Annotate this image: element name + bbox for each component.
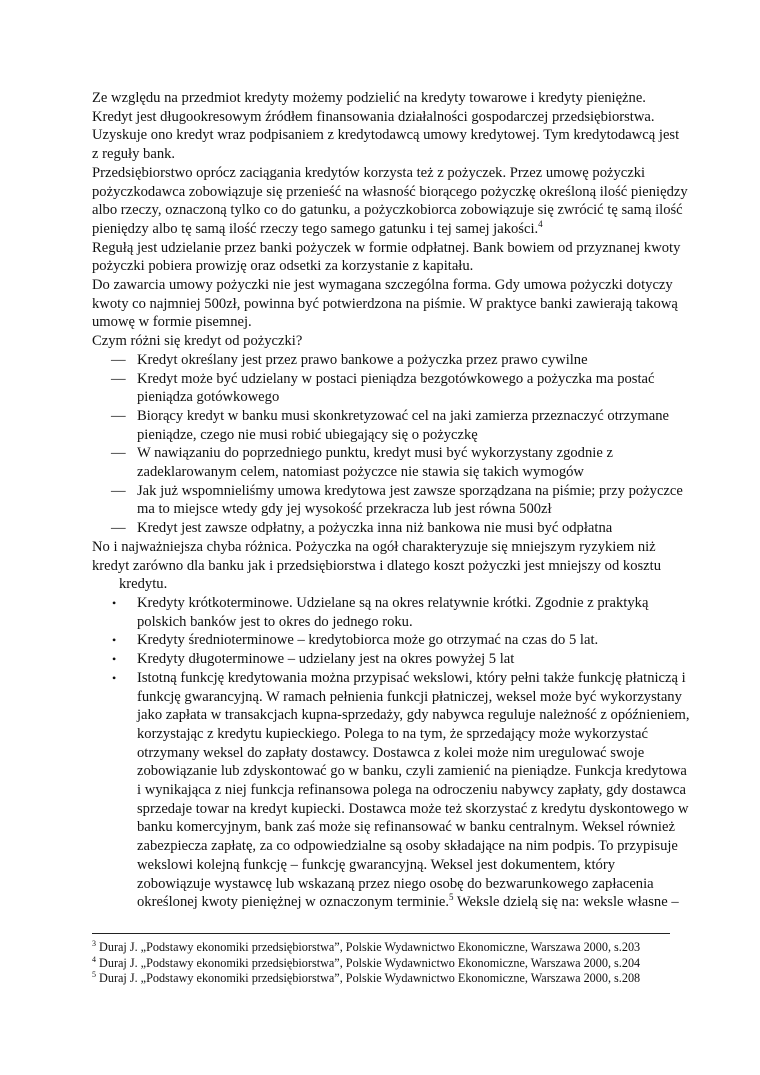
list-item (92, 594, 672, 631)
footnote (92, 956, 692, 972)
paragraph-conclusion (92, 538, 672, 594)
text-line: zadeklarowanym celem, natomiast pożyczce nie stawia się takich wymogów (137, 464, 584, 481)
list-item (92, 650, 672, 669)
text-line: otrzymany weksel do zapłaty dostawcy. Dostawca z kolei może nim uregulować swoje (137, 744, 645, 761)
footnote-separator (92, 933, 670, 934)
list-item (92, 444, 672, 481)
paragraph-loan-definition (92, 164, 688, 239)
text-span: pieniędzy albo tę samą ilość rzeczy tego samego gatunku i tej samej jakości. (92, 220, 539, 237)
text-line: Jak już wspomnieliśmy umowa kredytowa jest zawsze sporządzana na piśmie; przy pożyczce (137, 482, 683, 499)
text-line: Do zawarcia umowy pożyczki nie jest wymagana szczególna forma. Gdy umowa pożyczki dotyczy (92, 277, 673, 294)
text-line: wekslowi kolejną funkcję – funkcję gwarancyjną. Weksel jest dokumentem, który (137, 856, 615, 873)
text-line: banku komercyjnym, bank zaś może się refinansować w banku centralnym. Weksel również (137, 819, 675, 836)
text-line: zobowiązuje wystawcę lub wskazaną przez niego osobę do bezwarunkowego zapłacenia (137, 875, 654, 892)
list-item (92, 407, 672, 444)
footnote-number: 3 (92, 938, 96, 948)
dash-marker: — (111, 482, 126, 499)
text-line: Kredyt jest długookresowym źródłem finansowania działalności gospodarczej przedsiębiorstwa. (92, 108, 655, 125)
text-line: kredytu. (119, 576, 168, 593)
text-line: korzystając z kredytu kupieckiego. Polega to na tym, że sprzedający może wykorzystać (137, 725, 648, 742)
footnotes (92, 940, 692, 987)
body-text (92, 89, 690, 912)
footnote-number: 5 (92, 969, 96, 979)
text-line: Kredyt określany jest przez prawo bankowe a pożyczka przez prawo cywilne (137, 351, 588, 368)
text-line (137, 892, 679, 912)
text-line: kwoty co najmniej 500zł, powinna być potwierdzona na piśmie. W praktyce banki zawierają takową (92, 295, 678, 312)
text-line: Istotną funkcję kredytowania można przypisać wekslowi, który pełni także funkcję płatniczą i (137, 669, 686, 686)
footnote-text: Duraj J. „Podstawy ekonomiki przedsiębiorstwa”, Polskie Wydawnictwo Ekonomiczne, Warszawa 2000, s.208 (96, 971, 641, 985)
dash-marker: — (111, 407, 126, 424)
bullet-marker: • (112, 670, 117, 685)
text-line: funkcję gwarancyjną. W ramach pełnienia funkcji płatniczej, weksel może być wykorzystany (137, 688, 682, 705)
text-span: Weksle dzielą się na: weksle własne – (453, 894, 679, 911)
text-line: zobowiązanie lub zdyskontować go w banku, czyli zamienić na pieniądze. Funkcja kredytowa (137, 763, 687, 780)
list-item (92, 370, 672, 407)
credit-types-list (92, 594, 690, 912)
text-line: pieniądza gotówkowego (137, 389, 280, 406)
text-line: Kredyty krótkoterminowe. Udzielane są na okres relatywnie krótki. Zgodnie z praktyką (137, 594, 649, 611)
text-line: Biorący kredyt w banku musi skonkretyzować cel na jaki zamierza przeznaczyć otrzymane (137, 407, 670, 424)
text-line: z reguły bank. (92, 146, 176, 163)
text-line (92, 220, 672, 239)
bullet-marker: • (112, 652, 117, 667)
list-item-weksel (92, 669, 690, 912)
footnote (92, 940, 692, 956)
text-line: pożyczki pobiera prowizję oraz odsetki za korzystanie z kapitału. (92, 258, 474, 275)
dash-marker: — (111, 370, 126, 387)
text-line: sprzedaje towar na kredyt kupiecki. Dostawca może też skorzystać z kredytu dyskontowego w (137, 800, 689, 817)
paragraph-loan-fees (92, 239, 681, 276)
text-line: jako zapłata w transakcjach kupna-sprzedaży, gdy nabywca reguluje należność z opóźnieniem, (137, 707, 690, 724)
text-line: W nawiązaniu do poprzedniego punktu, kredyt musi być wykorzystany zgodnie z (137, 445, 613, 462)
text-line: umowę w formie pisemnej. (92, 314, 252, 331)
text-line: albo rzeczy, oznaczoną tylko co do gatunku, a pożyczkobiorca zobowiązuje się zwrócić tę samą ilość (92, 202, 683, 219)
text-line: Kredyty długoterminowe – udzielany jest na okres powyżej 5 lat (137, 651, 515, 668)
list-item (92, 519, 672, 538)
text-line: Kredyt jest zawsze odpłatny, a pożyczka inna niż bankowa nie musi być odpłatna (137, 520, 613, 537)
text-line: kredyt zarówno dla banku jak i przedsiębiorstwa i dlatego koszt pożyczki jest mniejszy od kosztu (92, 557, 661, 574)
paragraph-credit-intro (92, 89, 680, 164)
text-line: pożyczkodawca zobowiązuje się przenieść na własność biorącego pożyczkę określoną ilość pieniędzy (92, 183, 688, 200)
text-line: polskich banków jest to okres do jednego roku. (137, 613, 413, 630)
text-line: Kredyty średnioterminowe – kredytobiorca może go otrzymać na czas do 5 lat. (137, 632, 599, 649)
text-line: Kredyt może być udzielany w postaci pieniądza bezgotówkowego a pożyczka ma postać (137, 370, 655, 387)
dash-marker: — (111, 520, 126, 537)
text-line: Uzyskuje ono kredyt wraz podpisaniem z kredytodawcą umowy kredytowej. Tym kredytodawcą jest (92, 127, 680, 144)
text-line: Przedsiębiorstwo oprócz zaciągania kredytów korzysta też z pożyczek. Przez umowę pożyczki (92, 164, 646, 181)
text-line: zabezpiecza zapłatę, za co odpowiedzialne są osoby składające na nim podpis. To przypisuje (137, 838, 678, 855)
list-item (92, 351, 672, 370)
differences-list (92, 351, 683, 538)
footnote-text: Duraj J. „Podstawy ekonomiki przedsiębiorstwa”, Polskie Wydawnictwo Ekonomiczne, Warszawa 2000, s.203 (96, 940, 641, 954)
dash-marker: — (111, 351, 126, 368)
dash-marker: — (111, 445, 126, 462)
footnote-number: 4 (92, 954, 96, 964)
footnote-ref: 4 (538, 219, 543, 230)
footnote-text: Duraj J. „Podstawy ekonomiki przedsiębiorstwa”, Polskie Wydawnictwo Ekonomiczne, Warszawa 2000, s.204 (96, 955, 641, 970)
footnote-ref: 5 (449, 892, 454, 903)
list-item (92, 631, 672, 650)
footnote (92, 971, 692, 987)
text-span: określonej kwoty pieniężnej w oznaczonym terminie. (137, 894, 450, 911)
text-line: No i najważniejsza chyba różnica. Pożyczka na ogół charakteryzuje się mniejszym ryzykiem niż (92, 538, 656, 555)
bullet-marker: • (112, 595, 117, 610)
bullet-marker: • (112, 633, 117, 648)
text-line: ma to miejsce wtedy gdy jej wysokość przekracza lub jest równa 500zł (137, 501, 552, 518)
text-line: Regułą jest udzielanie przez banki pożyczek w formie odpłatnej. Bank bowiem od przyznanej kwoty (92, 239, 681, 256)
paragraph-loan-form (92, 276, 678, 332)
question-heading: Czym różni się kredyt od pożyczki? (92, 333, 303, 350)
list-item (92, 482, 683, 519)
text-line: i wynikająca z niej funkcja refinansowa polega na odroczeniu nabywcy zapłaty, gdy dostawca (137, 782, 686, 799)
text-line: pieniądze, czego nie musi robić ubiegający się o pożyczkę (137, 426, 478, 443)
text-line: Ze względu na przedmiot kredyty możemy podzielić na kredyty towarowe i kredyty pieniężne. (92, 90, 646, 106)
